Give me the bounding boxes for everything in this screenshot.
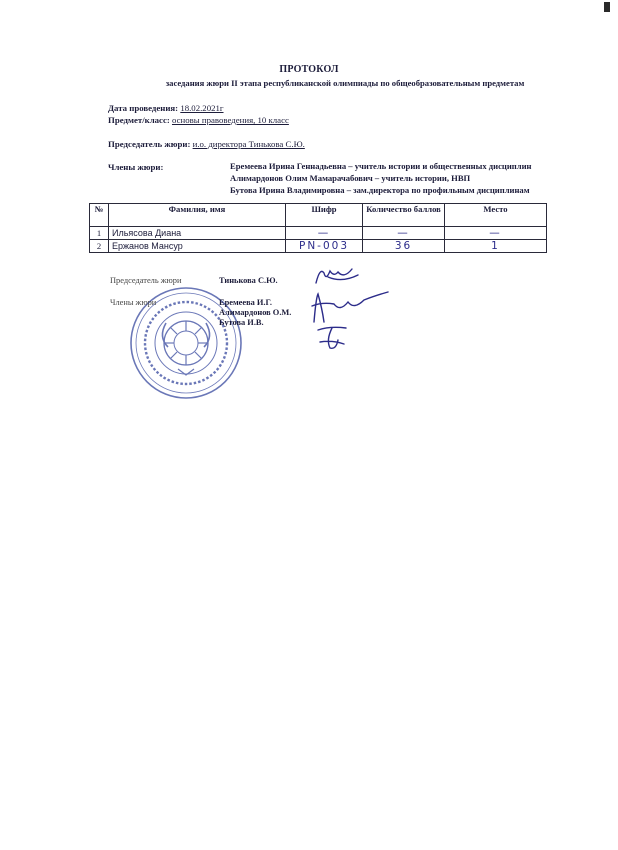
signature-members-label: Члены жюри [110,298,157,307]
document-title: ПРОТОКОЛ [279,64,339,75]
signature-member-name: Бутова И.В. [219,318,264,327]
subject-label: Предмет/класс: [108,115,170,125]
row-code: — [286,227,363,240]
chair-label: Председатель жюри: [108,139,191,149]
table-row [90,227,547,240]
header-score: Количество баллов [363,204,445,227]
row-place: 1 [445,240,547,253]
chair-line [108,139,305,149]
results-table [89,203,547,253]
row-number: 2 [90,240,109,253]
subject-line [108,115,289,125]
chair-value: и.о. директора Тинькова С.Ю. [192,139,305,149]
jury-member: Алимардонов Олим Мамарачабович – учитель истории, НВП [230,173,471,183]
subject-value: основы правоведения, 10 класс [171,115,289,125]
row-number: 1 [90,227,109,240]
jury-members [230,160,531,196]
row-score: — [363,227,445,240]
jury-member: Бутова Ирина Владимировна – зам.директора по профильным дисциплинам [230,185,530,195]
header-code: Шифр [286,204,363,227]
header-place: Место [445,204,547,227]
row-place: — [445,227,547,240]
jury-member: Еремеева Ирина Геннадьевна – учитель истории и общественных дисциплин [230,161,532,171]
member-signature-2 [312,320,352,354]
date-label: Дата проведения: [108,103,179,113]
jury-label: Члены жюри: [108,162,164,172]
date-value: 18.02.2021г [180,103,224,113]
chair-signature [312,263,362,289]
table-row [90,240,547,253]
table-header-row [90,204,547,227]
header-name: Фамилия, имя [109,204,286,227]
row-name: Ержанов Мансур [109,240,286,253]
signature-member-name: Алимардонов О.М. [219,308,292,317]
scan-corner-mark [604,2,610,12]
row-score: 36 [363,240,445,253]
signature-member-names [219,298,291,328]
signature-member-name: Еремеева И.Г. [219,298,272,307]
document-subtitle: заседания жюри II этапа республиканской олимпиады по общеобразовательным предметам [165,78,525,88]
signature-chair-label: Председатель жюри [110,276,182,285]
date-line [108,103,224,113]
header-number: № [90,204,109,227]
row-code: PN-003 [286,240,363,253]
row-name: Ильясова Диана [109,227,286,240]
signature-chair-name: Тинькова С.Ю. [219,276,278,285]
